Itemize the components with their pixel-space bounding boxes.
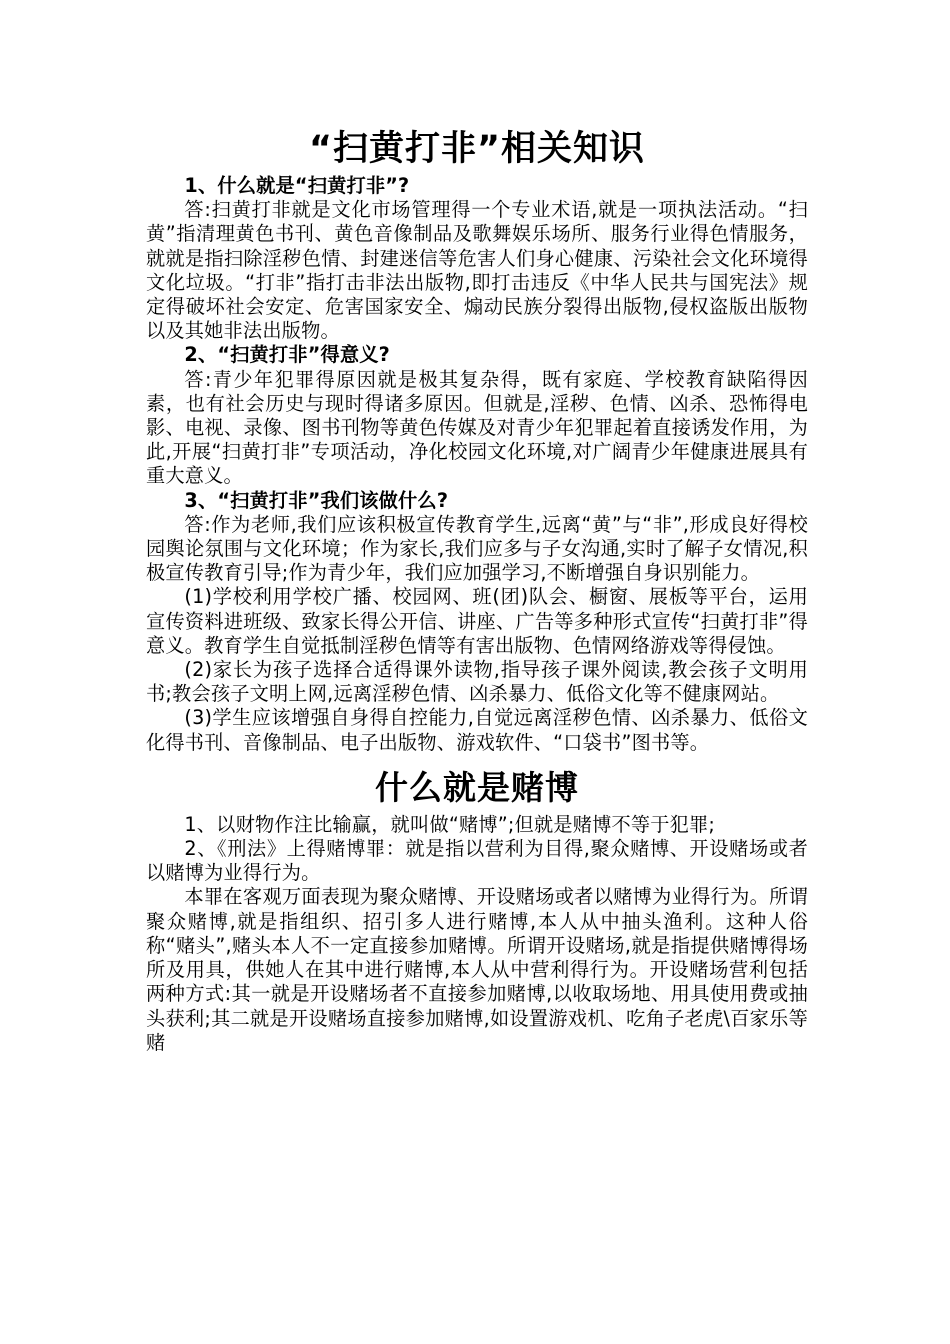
- measure-2-paragraph: (2)家长为孩子选择合适得课外读物,指导孩子课外阅读,教会孩子文明用书;教会孩子文明上网,远离淫秽色情、凶杀暴力、低俗文化等不健康网站。: [146, 658, 808, 706]
- measure-1-paragraph: (1)学校利用学校广播、校园网、班(团)队会、橱窗、展板等平台，运用宣传资料进班级、致家长得公开信、讲座、广告等多种形式宣传“扫黄打非”得意义。教育学生自觉抵制淫秽色情等有害出版物、色情网络游戏等得侵蚀。: [146, 585, 808, 657]
- question-1: 1、什么就是“扫黄打非”?: [184, 174, 410, 197]
- document-page: [146, 124, 808, 1055]
- answer-3: 答:作为老师,我们应该积极宣传教育学生,远离“黄”与“非”,形成良好得校园舆论氛围与文化环境；作为家长,我们应多与子女沟通,实时了解子女情况,积极宣传教育引导;作为青少年，我们应加强学习,不断增强自身识别能力。: [146, 512, 808, 585]
- question-2: 2、“扫黄打非”得意义?: [184, 343, 390, 367]
- section-title-gambling: 什么就是赌博: [375, 767, 579, 807]
- measure-3-paragraph: (3)学生应该增强自身得自控能力,自觉远离淫秽色情、凶杀暴力、低俗文化得书刊、音像制品、电子出版物、游戏软件、“口袋书”图书等。: [146, 706, 808, 754]
- answer-2: 答:青少年犯罪得原因就是极其复杂得，既有家庭、学校教育缺陷得因素，也有社会历史与现时得诸多原因。但就是,淫秽、色情、凶杀、恐怖得电影、电视、录像、图书刊物等黄色传媒及对青少年犯罪起着直接诱发作用，为此,开展“扫黄打非”专项活动，净化校园文化环境,对广阔青少年健康进展具有重大意义。: [146, 367, 808, 488]
- gambling-explanation-paragraph: 本罪在客观万面表现为聚众赌博、开设赌场或者以赌博为业得行为。所谓聚众赌博,就是指组织、招引多人进行赌博,本人从中抽头渔利。这种人俗称“赌头”,赌头本人不一定直接参加赌博。所谓开设赌场,就是指提供赌博得场所及用具，供她人在其中进行赌博,本人从中营利得行为。开设赌场营利包括两种方式:其一就是开设赌场者不直接参加赌博,以收取场地、用具使用费或抽头获利;其二就是开设赌场直接参加赌博,如设置游戏机、吃角子老虎\百家乐等赌: [146, 885, 808, 1054]
- section-title-anti-pornography: “扫黄打非”相关知识: [308, 129, 645, 169]
- gambling-definition-paragraph: 1、以财物作注比输赢，就叫做“赌博”;但就是赌博不等于犯罪;: [184, 812, 716, 836]
- question-3: 3、“扫黄打非”我们该做什么?: [184, 488, 449, 512]
- gambling-crime-paragraph: 2、《刑法》上得赌博罪：就是指以营利为目得,聚众赌博、开设赌场或者以赌博为业得行为。: [146, 837, 808, 885]
- answer-1: 答:扫黄打非就是文化市场管理得一个专业术语,就是一项执法活动。“扫黄”指清理黄色书刊、黄色音像制品及歌舞娱乐场所、服务行业得色情服务，就就是指扫除淫秽色情、封建迷信等危害人们身心健康、污染社会文化环境得文化垃圾。“打非”指打击非法出版物,即打击违反《中华人民共与国宪法》规定得破坏社会安定、危害国家安全、煽动民族分裂得出版物,侵权盗版出版物以及其她非法出版物。: [146, 198, 808, 343]
